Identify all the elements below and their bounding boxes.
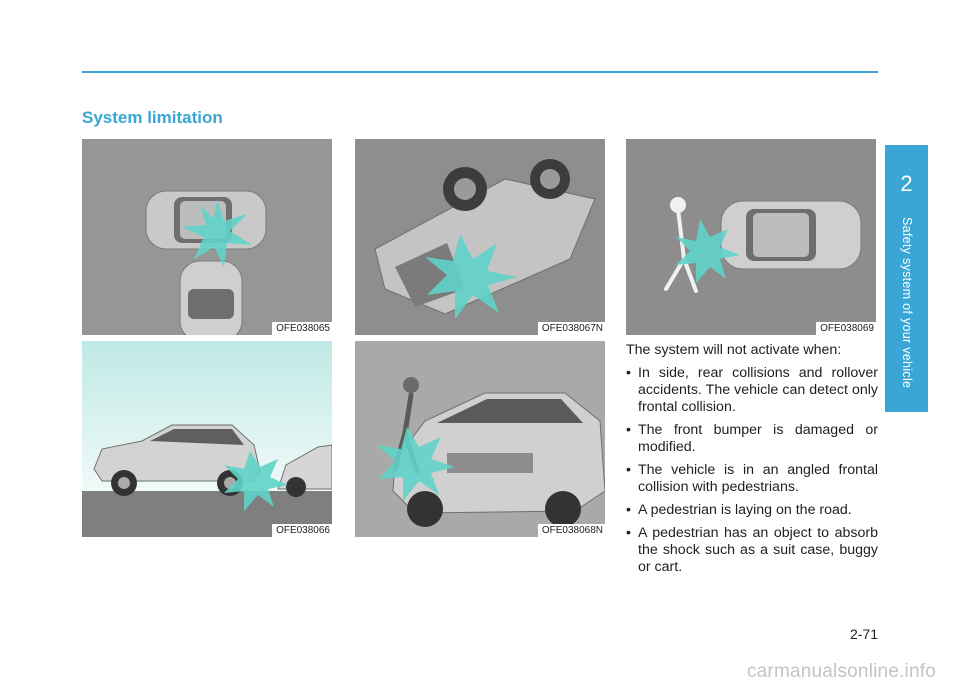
car-top-view [721,201,861,269]
rear-collision-illustration [82,341,332,537]
bullet: • [626,462,631,478]
section-title: System limitation [82,108,223,127]
list-item: • The front bumper is damaged or modified. [626,422,878,455]
chapter-label: Safety system of your vehicle [899,217,914,389]
angled-pedestrian-illustration [355,341,605,537]
figure-code: OFE038068N [538,524,605,537]
bullet: • [626,502,631,518]
chapter-number: 2 [900,171,913,196]
bullet: • [626,365,631,381]
figure-rollover [355,139,605,335]
list-item: • A pedestrian has an object to absorb the shock such as a suit case, buggy or cart. [626,525,878,575]
bullet: • [626,525,631,541]
car-top-view-vertical [180,261,242,335]
figure-code: OFE038066 [272,524,332,537]
chapter-tab [885,145,928,412]
intro-text: The system will not activate when: [626,342,842,358]
side-collision-illustration [82,139,332,335]
figure-pedestrian-lying [626,139,876,335]
limitation-text [626,342,878,582]
figure-rear-collision [82,341,332,537]
header-rule [82,71,878,73]
list-item: • A pedestrian is laying on the road. [626,502,852,518]
page-number: 2-71 [849,626,878,642]
figure-angled-pedestrian [355,341,605,537]
watermark-text: carmanualsonline.info [746,661,936,682]
figure-code: OFE038065 [272,322,332,335]
figure-code: OFE038067N [538,322,605,335]
list-item: • The vehicle is in an angled frontal collision with pedestrians. [626,462,878,495]
list-item: • In side, rear collisions and rollover accidents. The vehicle can detect only frontal collision. [626,365,878,415]
figure-side-collision [82,139,332,335]
conditions-list [626,365,878,576]
figure-code: OFE038069 [816,322,876,335]
rollover-illustration [355,139,605,335]
pedestrian-lying-illustration [626,139,876,335]
bullet: • [626,422,631,438]
